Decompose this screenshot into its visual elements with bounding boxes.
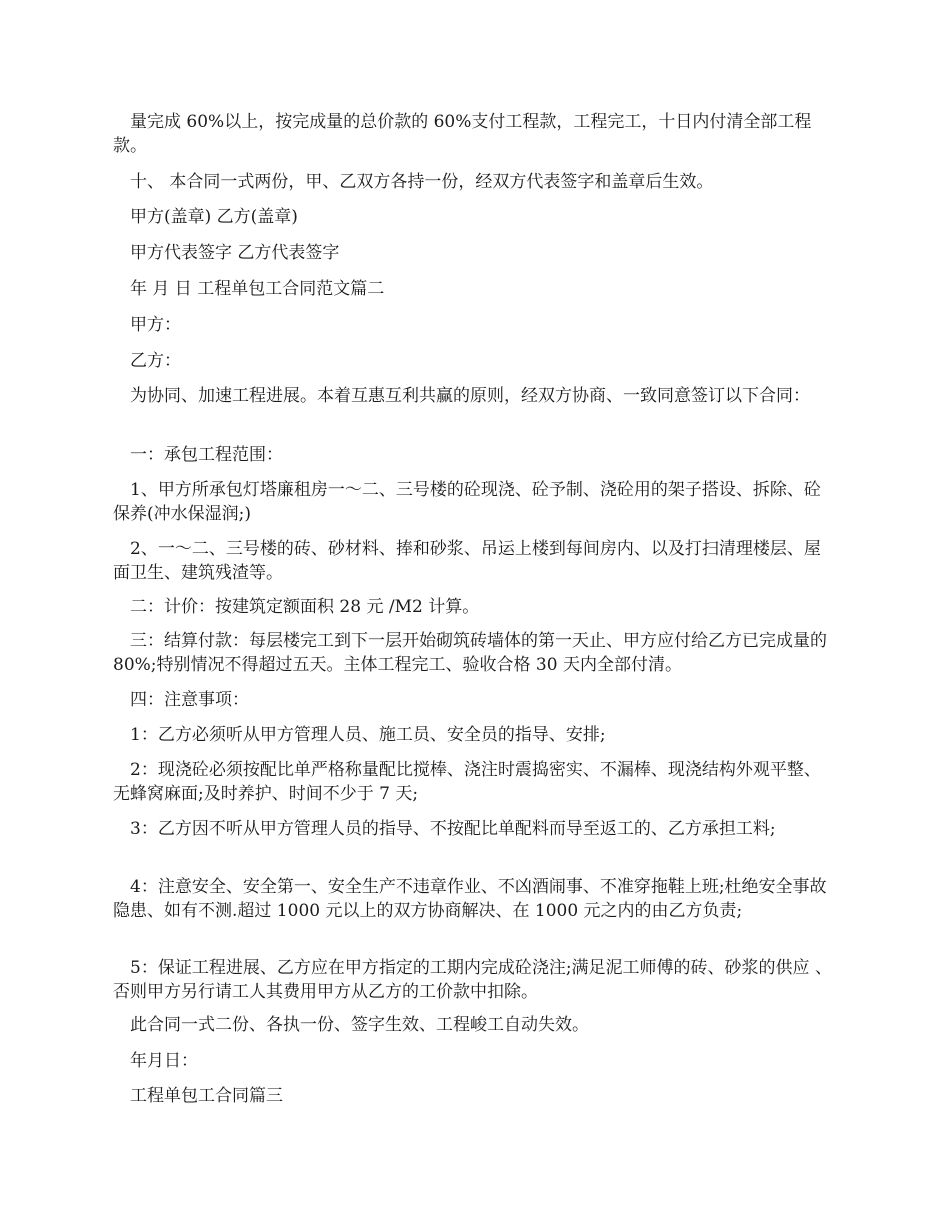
paragraph-scope-heading: 一：承包工程范围： xyxy=(113,445,283,465)
paragraph-note-1: 1：乙方必须听从甲方管理人员、施工员、安全员的指导、安排; xyxy=(113,725,606,745)
paragraph-notes-heading: 四：注意事项： xyxy=(113,690,249,710)
paragraph-date: 年月日： xyxy=(113,1051,198,1071)
paragraph-scope-item-1: 1、甲方所承包灯塔廉租房一～二、三号楼的砼现浇、砼予制、浇砼用的架子搭设、拆除、砼保养(冲水保湿润;) xyxy=(113,480,821,524)
paragraph-copies: 此合同一式二份、各执一份、签字生效、工程峻工自动失效。 xyxy=(113,1015,589,1035)
paragraph-section-title-two: 年 月 日 工程单包工合同范文篇二 xyxy=(113,279,385,299)
paragraph-scope-item-2: 2、一～二、三号楼的砖、砂材料、捧和砂浆、吊运上楼到每间房内、以及打扫清理楼层、屋面卫生、建筑残渣等。 xyxy=(113,539,821,583)
paragraph-clause-ten: 十、 本合同一式两份，甲、乙双方各持一份，经双方代表签字和盖章后生效。 xyxy=(113,172,714,192)
paragraph-signature-line: 甲方代表签字 乙方代表签字 xyxy=(113,243,340,263)
paragraph-section-title-three: 工程单包工合同篇三 xyxy=(113,1086,283,1106)
paragraph-note-2: 2：现浇砼必须按配比单严格称量配比搅棒、浇注时震捣密实、不漏棒、现浇结构外观平整、无蜂窝麻面;及时养护、时间不少于 7 天; xyxy=(113,760,821,804)
paragraph-preamble: 为协同、加速工程进展。本着互惠互利共赢的原则，经双方协商、一致同意签订以下合同： xyxy=(113,386,810,406)
paragraph-note-5: 5：保证工程进展、乙方应在甲方指定的工期内完成砼浇注;满足泥工师傅的砖、砂浆的供应 、否则甲方另行请工人其费用甲方从乙方的工价款中扣除。 xyxy=(113,958,832,1002)
paragraph-note-4: 4：注意安全、安全第一、安全生产不违章作业、不凶酒闹事、不准穿拖鞋上班;杜绝安全事故隐患、如有不测.超过 1000 元以上的双方协商解决、在 1000 元之内的由乙方负责; xyxy=(113,877,827,921)
paragraph-party-a: 甲方： xyxy=(113,315,181,335)
paragraph-party-b: 乙方： xyxy=(113,351,181,371)
paragraph-seal-line: 甲方(盖章) 乙方(盖章) xyxy=(113,207,298,227)
paragraph-pricing: 二：计价：按建筑定额面积 28 元 /M2 计算。 xyxy=(113,597,480,617)
paragraph-settlement: 三：结算付款：每层楼完工到下一层开始砌筑砖墙体的第一天止、甲方应付给乙方已完成量的 80%;特别情况不得超过五天。主体工程完工、验收合格 30 天内全部付清。 xyxy=(113,631,827,675)
paragraph-payment-terms: 量完成 60%以上，按完成量的总价款的 60%支付工程款，工程完工，十日内付清全部工程款。 xyxy=(113,112,812,156)
paragraph-note-3: 3：乙方因不听从甲方管理人员的指导、不按配比单配料而导至返工的、乙方承担工料; xyxy=(113,819,776,839)
